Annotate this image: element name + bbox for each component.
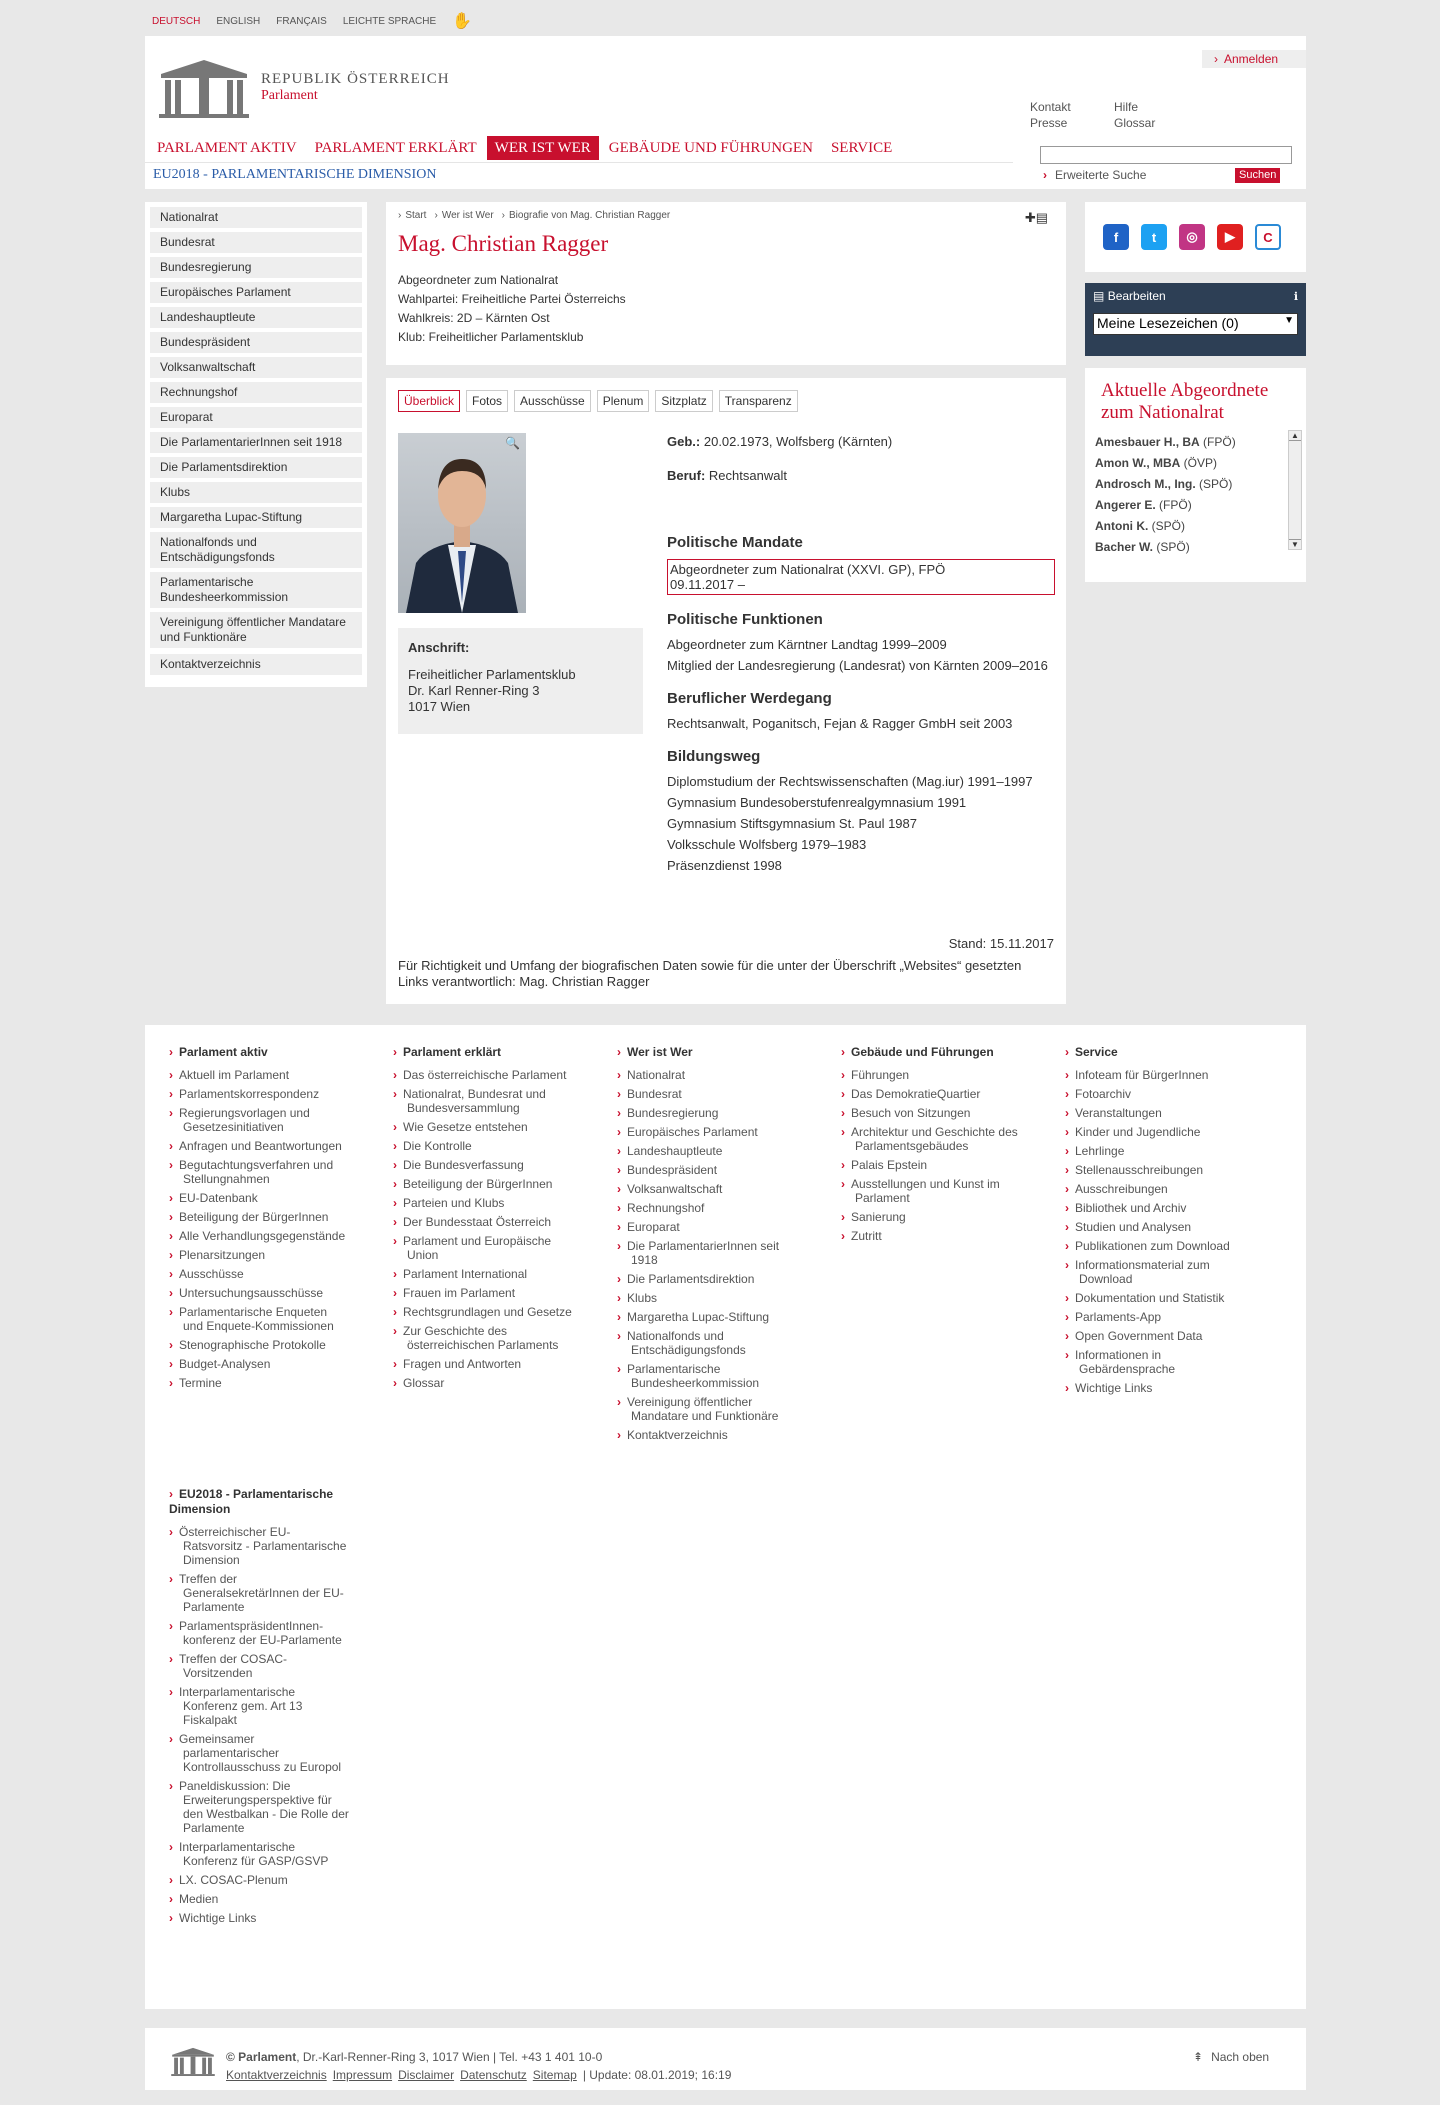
legal-links [226,2068,731,2082]
footer-link[interactable]: › Das österreichische Parlament [393,1068,573,1082]
leftnav-item[interactable]: Bundesregierung [150,257,362,278]
job-value: Rechtsanwalt [708,468,787,483]
breadcrumb-item[interactable]: › Wer ist Wer [434,210,493,221]
footer-link[interactable]: › Rechnungshof [617,1201,797,1215]
leftnav-item[interactable]: Nationalrat [150,207,362,228]
stand-date: Stand: 15.11.2017 [948,936,1054,951]
footer-link[interactable]: › Paneldiskussion: Die Erweiterungsperspektive für den Westbalkan - Die Rolle der Parlamente [169,1779,349,1835]
bookmarks-value: Meine Lesezeichen (0) [1097,315,1239,331]
update-date: | Update: 08.01.2019; 16:19 [582,2068,732,2082]
footer-col-title[interactable]: › EU2018 - Parlamentarische Dimension [169,1487,349,1517]
footer-link[interactable]: › LX. COSAC-Plenum [169,1873,349,1887]
twitter-icon[interactable]: t [1141,224,1167,250]
leftnav-item[interactable]: Europäisches Parlament [150,282,362,303]
person-info [398,271,1054,347]
nav-gebaeude-fuehrungen[interactable]: GEBÄUDE UND FÜHRUNGEN [608,140,813,156]
back-to-top-label: Nach oben [1211,2050,1270,2064]
function-item: Mitglied der Landesregierung (Landesrat) von Kärnten 2009–2016 [667,658,1048,673]
footer-link[interactable]: › Veranstaltungen [1065,1106,1245,1120]
function-item: Abgeordneter zum Kärntner Landtag 1999–2009 [667,637,947,652]
tab-fotos[interactable]: Fotos [466,390,508,412]
leftnav-item[interactable]: Die Parlamentsdirektion [150,457,362,478]
lang-leichte-sprache[interactable]: LEICHTE SPRACHE [342,15,437,27]
footer-link[interactable]: › Ausschreibungen [1065,1182,1245,1196]
tab-transparenz[interactable]: Transparenz [719,390,798,412]
leftnav-item[interactable]: Kontaktverzeichnis [150,654,362,675]
footer-logo-icon [171,2046,215,2076]
footer-link[interactable]: › Vereinigung öffentlicher Mandatare und Funktionäre [617,1395,797,1423]
footer-link[interactable]: › Volksanwaltschaft [617,1182,797,1196]
footer-link[interactable]: › Parlament International [393,1267,573,1281]
footer-col-parlament-aktiv [169,1045,349,1395]
glossary-link[interactable]: Glossar [1114,116,1156,130]
footer-link[interactable]: › Dokumentation und Statistik [1065,1291,1245,1305]
tab-ueberblick[interactable]: Überblick [398,390,460,412]
info-line: Wahlpartei: Freiheitliche Partei Österreichs [398,292,626,306]
breadcrumb-item[interactable]: › Start [398,210,426,221]
footer-link[interactable]: › Nationalrat, Bundesrat und Bundesversammlung [393,1087,573,1115]
footer-col-title[interactable]: › Gebäude und Führungen [841,1045,1021,1060]
footer-link[interactable]: › Treffen der COSAC-Vorsitzenden [169,1652,349,1680]
footer-link[interactable]: › Stellenausschreibungen [1065,1163,1245,1177]
youtube-icon[interactable]: ▶ [1217,224,1243,250]
footer-col-title[interactable]: › Parlament aktiv [169,1045,349,1060]
info-line: Klub: Freiheitlicher Parlamentsklub [398,330,584,344]
footer-link[interactable]: › Rechtsgrundlagen und Gesetze [393,1305,573,1319]
footer-link[interactable]: › Nationalrat [617,1068,797,1082]
footer-col-title[interactable]: › Service [1065,1045,1245,1060]
footer-link[interactable]: › Glossar [393,1376,573,1390]
leftnav-item[interactable]: Vereinigung öffentlicher Mandatare und Funktionäre [150,612,362,648]
dropdown-arrow-icon: ▼ [1284,315,1294,326]
page-title: Mag. Christian Ragger [398,231,609,256]
footer-link[interactable]: › Regierungsvorlagen und Gesetzesinitiativen [169,1106,349,1134]
subnav [145,162,1013,183]
footer-link[interactable]: › Zur Geschichte des österreichischen Parlaments [393,1324,573,1352]
sitemap-link[interactable]: Sitemap [532,2068,577,2082]
footer-link[interactable]: › Infoteam für BürgerInnen [1065,1068,1245,1082]
education-heading: Bildungsweg [667,748,761,765]
footer-col-gebaeude [841,1045,1021,1248]
education-item: Volksschule Wolfsberg 1979–1983 [667,837,867,852]
address-label: Anschrift: [408,640,470,655]
search-input[interactable] [1040,146,1292,164]
career-heading: Beruflicher Werdegang [667,690,832,707]
deputies-scrollbar[interactable] [1288,430,1302,550]
leftnav-item[interactable]: Europarat [150,407,362,428]
education-item: Diplomstudium der Rechtswissenschaften (Mag.iur) 1991–1997 [667,774,1033,789]
footer-link[interactable]: › Lehrlinge [1065,1144,1245,1158]
deputy-item[interactable]: Androsch M., Ing. (SPÖ) [1095,477,1233,491]
nav-parlament-erklaert[interactable]: PARLAMENT ERKLÄRT [314,140,477,156]
parliament-logo-icon [159,56,249,118]
footer-link[interactable]: › Budget-Analysen [169,1357,349,1371]
footer-link[interactable]: › Beteiligung der BürgerInnen [393,1177,573,1191]
footer-link[interactable]: › Frauen im Parlament [393,1286,573,1300]
language-bar [152,14,472,28]
arrow-up-icon: ⇞ [1193,2050,1204,2064]
nav-wer-ist-wer[interactable]: WER IST WER [487,136,599,160]
disclaimer-text: Für Richtigkeit und Umfang der biografischen Daten sowie für die unter der Überschrift „Websites“ gesetzten Links verantwortlich: Mag. Christian Ragger [398,958,1022,989]
address-line: 1017 Wien [408,699,471,714]
edit-panel [1085,283,1306,356]
footer-link[interactable]: › Der Bundesstaat Österreich [393,1215,573,1229]
footer-link[interactable]: › Informationsmaterial zum Download [1065,1258,1245,1286]
footer-link[interactable]: › Fragen und Antworten [393,1357,573,1371]
footer-link[interactable]: › Landeshauptleute [617,1144,797,1158]
nav-parlament-aktiv[interactable]: PARLAMENT AKTIV [157,140,297,156]
nav-service[interactable]: SERVICE [830,140,893,156]
footer-link[interactable]: › EU-Datenbank [169,1191,349,1205]
footer-col-wer-ist-wer [617,1045,797,1447]
deputies-panel [1085,368,1306,582]
deputy-item[interactable]: Amesbauer H., BA (FPÖ) [1095,435,1236,449]
help-link[interactable]: Hilfe [1114,100,1139,114]
footer-link[interactable]: › Untersuchungsausschüsse [169,1286,349,1300]
bottom-bar [145,2028,1306,2090]
mandate-box[interactable] [667,559,1055,595]
bookmark-add-icon[interactable]: ✚▤ [1024,210,1048,225]
header [145,36,1306,189]
footer-link[interactable]: › Interparlamentarische Konferenz für GASP/GSVP [169,1840,349,1868]
footer-link[interactable]: › Stenographische Protokolle [169,1338,349,1352]
deputy-item[interactable]: Angerer E. (FPÖ) [1095,498,1192,512]
footer-link[interactable]: › Europäisches Parlament [617,1125,797,1139]
footer-col-title[interactable]: › Parlament erklärt [393,1045,573,1060]
footer-link[interactable]: › Plenarsitzungen [169,1248,349,1262]
birth-row [667,433,1055,450]
social-links [1103,224,1288,250]
footer-link[interactable]: › Das DemokratieQuartier [841,1087,1021,1101]
copyright: © Parlament [226,2050,297,2064]
tab-plenum[interactable]: Plenum [597,390,650,412]
left-navigation [145,202,367,687]
footer-link[interactable]: › Parteien und Klubs [393,1196,573,1210]
job-label: Beruf: [667,468,706,483]
leftnav-item[interactable]: Bundespräsident [150,332,362,353]
footer-link[interactable]: › Architektur und Geschichte des Parlamentsgebäudes [841,1125,1021,1153]
logo-title: REPUBLIK ÖSTERREICH [261,70,450,87]
footer-link[interactable]: › Interparlamentarische Konferenz gem. Art 13 Fiskalpakt [169,1685,349,1727]
edit-icon: ▤ [1093,289,1105,303]
copyright-line [226,2050,602,2064]
tab-bar [398,390,798,412]
address-line: Dr. Karl Renner-Ring 3 [408,683,540,698]
leftnav-item[interactable]: Rechnungshof [150,382,362,403]
info-icon[interactable]: ℹ [1293,290,1298,303]
logo[interactable] [159,56,450,118]
address-contact: , Dr.-Karl-Renner-Ring 3, 1017 Wien | Tel. +43 1 401 10-0 [296,2050,603,2064]
footer-link[interactable]: › Zutritt [841,1229,1021,1243]
footer-link[interactable]: › Klubs [617,1291,797,1305]
footer-link[interactable]: › Gemeinsamer parlamentarischer Kontrollausschuss zu Europol [169,1732,349,1774]
footer-link[interactable]: › Beteiligung der BürgerInnen [169,1210,349,1224]
deputy-item[interactable]: Bacher W. (SPÖ) [1095,540,1190,554]
footer-link[interactable]: › Margaretha Lupac-Stiftung [617,1310,797,1324]
info-line: Abgeordneter zum Nationalrat [398,273,559,287]
edit-row[interactable] [1093,289,1166,303]
footer-link[interactable]: › Fotoarchiv [1065,1087,1245,1101]
scroll-up-icon[interactable]: ▲ [1289,431,1301,441]
footer-link[interactable]: › Begutachtungsverfahren und Stellungnahmen [169,1158,349,1186]
footer-link[interactable]: › Parlamentskorrespondenz [169,1087,349,1101]
deputies-title: Aktuelle Abgeordnete zum Nationalrat [1101,380,1269,423]
footer-link[interactable]: › Wichtige Links [1065,1381,1245,1395]
footer-link[interactable]: › Aktuell im Parlament [169,1068,349,1082]
footer-link[interactable]: › Termine [169,1376,349,1390]
facebook-icon[interactable]: f [1103,224,1129,250]
footer-link[interactable]: › Bundespräsident [617,1163,797,1177]
instagram-icon[interactable]: ◎ [1179,224,1205,250]
mandate-line: Abgeordneter zum Nationalrat (XXVI. GP), FPÖ [670,562,946,577]
footer-link[interactable]: › Alle Verhandlungsgegenstände [169,1229,349,1243]
footer [145,1025,1306,2009]
parliament-app-icon[interactable]: C [1255,224,1281,250]
deputy-item[interactable]: Amon W., MBA (ÖVP) [1095,456,1218,470]
leftnav-item[interactable]: Klubs [150,482,362,503]
footer-link[interactable]: › Wie Gesetze entstehen [393,1120,573,1134]
disclaimer-link[interactable]: Disclaimer [398,2068,455,2082]
footer-link[interactable]: › Führungen [841,1068,1021,1082]
lang-francais[interactable]: FRANÇAIS [276,15,327,27]
leftnav-item[interactable]: Bundesrat [150,232,362,253]
footer-link[interactable]: › Wichtige Links [169,1911,349,1925]
footer-link[interactable]: › Die ParlamentarierInnen seit 1918 [617,1239,797,1267]
education-item: Präsenzdienst 1998 [667,858,782,873]
footer-col-eu2018 [169,1487,349,1930]
sign-language-icon[interactable]: ✋ [452,13,473,30]
info-line: Wahlkreis: 2D – Kärnten Ost [398,311,550,325]
leftnav-item[interactable]: Volksanwaltschaft [150,357,362,378]
footer-link[interactable]: › Medien [169,1892,349,1906]
footer-link[interactable]: › Nationalfonds und Entschädigungsfonds [617,1329,797,1357]
address-box [398,628,643,734]
subnav-eu2018[interactable]: EU2018 - PARLAMENTARISCHE DIMENSION [153,167,437,182]
footer-link[interactable]: › Parlaments-App [1065,1310,1245,1324]
footer-link[interactable]: › Treffen der GeneralsekretärInnen der EU-Parlamente [169,1572,349,1614]
back-to-top-link[interactable] [1193,2050,1269,2064]
kontaktverzeichnis-link[interactable]: Kontaktverzeichnis [226,2068,327,2082]
social-panel [1085,202,1306,272]
leftnav-item[interactable]: Nationalfonds und Entschädigungsfonds [150,532,362,568]
footer-link[interactable]: › Parlamentarische Bundesheerkommission [617,1362,797,1390]
footer-link[interactable]: › Die Parlamentsdirektion [617,1272,797,1286]
footer-link[interactable]: › Parlamentarische Enqueten und Enquete-Kommissionen [169,1305,349,1333]
footer-link[interactable]: › Ausschüsse [169,1267,349,1281]
education-item: Gymnasium Bundesoberstufenrealgymnasium 1991 [667,795,967,810]
leftnav-item[interactable]: Parlamentarische Bundesheerkommission [150,572,362,608]
tab-sitzplatz[interactable]: Sitzplatz [655,390,712,412]
deputy-item[interactable]: Antoni K. (SPÖ) [1095,519,1186,533]
functions-heading: Politische Funktionen [667,611,823,628]
footer-link[interactable]: › Palais Epstein [841,1158,1021,1172]
main-navigation [149,136,900,160]
scroll-down-icon[interactable]: ▼ [1289,539,1301,549]
footer-col-title[interactable]: › Wer ist Wer [617,1045,797,1060]
leftnav-item[interactable]: Die ParlamentarierInnen seit 1918 [150,432,362,453]
bookmarks-select[interactable] [1093,313,1298,335]
datenschutz-link[interactable]: Datenschutz [460,2068,527,2082]
footer-col-service [1065,1045,1245,1400]
footer-link[interactable]: › Sanierung [841,1210,1021,1224]
portrait-photo[interactable] [398,433,526,613]
breadcrumb [398,210,1054,221]
leftnav-item[interactable]: Margaretha Lupac-Stiftung [150,507,362,528]
footer-link[interactable]: › Bundesrat [617,1087,797,1101]
footer-link[interactable]: › Anfragen und Beantwortungen [169,1139,349,1153]
deputies-list [1095,432,1285,554]
footer-link[interactable]: › ParlamentspräsidentInnen-konferenz der EU-Parlamente [169,1619,349,1647]
bio-details [667,433,1055,874]
footer-link[interactable]: › Europarat [617,1220,797,1234]
footer-link[interactable]: › Besuch von Sitzungen [841,1106,1021,1120]
birth-label: Geb.: [667,434,701,449]
login-link[interactable]: › Anmelden [1202,50,1306,68]
person-header-panel [386,202,1066,365]
footer-link[interactable]: › Bibliothek und Archiv [1065,1201,1245,1215]
footer-link[interactable]: › Studien und Analysen [1065,1220,1245,1234]
footer-link[interactable]: › Österreichischer EU-Ratsvorsitz - Parlamentarische Dimension [169,1525,349,1567]
footer-link[interactable]: › Parlament und Europäische Union [393,1234,573,1262]
search-button[interactable]: Suchen [1235,168,1280,183]
footer-link[interactable]: › Die Bundesverfassung [393,1158,573,1172]
education-item: Gymnasium Stiftsgymnasium St. Paul 1987 [667,816,917,831]
footer-link[interactable]: › Bundesregierung [617,1106,797,1120]
leftnav-item[interactable]: Landeshauptleute [150,307,362,328]
logo-subtitle: Parlament [261,87,318,103]
contact-link[interactable]: Kontakt [1030,100,1071,114]
zoom-icon[interactable]: 🔍 [505,436,520,450]
portrait-image [398,433,526,613]
footer-link[interactable]: › Die Kontrolle [393,1139,573,1153]
footer-link[interactable]: › Ausstellungen und Kunst im Parlament [841,1177,1021,1205]
footer-link[interactable]: › Publikationen zum Download [1065,1239,1245,1253]
mandate-line: 09.11.2017 – [670,577,745,592]
footer-link[interactable]: › Informationen in Gebärdensprache [1065,1348,1245,1376]
lang-deutsch[interactable]: DEUTSCH [152,15,201,27]
footer-link[interactable]: › Kinder und Jugendliche [1065,1125,1245,1139]
header-links [1030,100,1198,130]
birth-value: 20.02.1973, Wolfsberg (Kärnten) [703,434,893,449]
breadcrumb-item: › Biografie von Mag. Christian Ragger [502,210,671,221]
career-item: Rechtsanwalt, Poganitsch, Fejan & Ragger GmbH seit 2003 [667,716,1013,731]
advanced-search-link[interactable]: › Erweiterte Suche [1043,168,1146,182]
footer-col-parlament-erklaert [393,1045,573,1395]
footer-link[interactable]: › Kontaktverzeichnis [617,1428,797,1442]
lang-english[interactable]: ENGLISH [216,15,261,27]
footer-link[interactable]: › Open Government Data [1065,1329,1245,1343]
tab-ausschuesse[interactable]: Ausschüsse [514,390,591,412]
edit-label: Bearbeiten [1107,289,1166,303]
job-row [667,467,1055,484]
press-link[interactable]: Presse [1030,116,1068,130]
impressum-link[interactable]: Impressum [332,2068,393,2082]
address-line: Freiheitlicher Parlamentsklub [408,667,576,682]
biography-panel [386,378,1066,1004]
mandates-heading: Politische Mandate [667,534,803,551]
